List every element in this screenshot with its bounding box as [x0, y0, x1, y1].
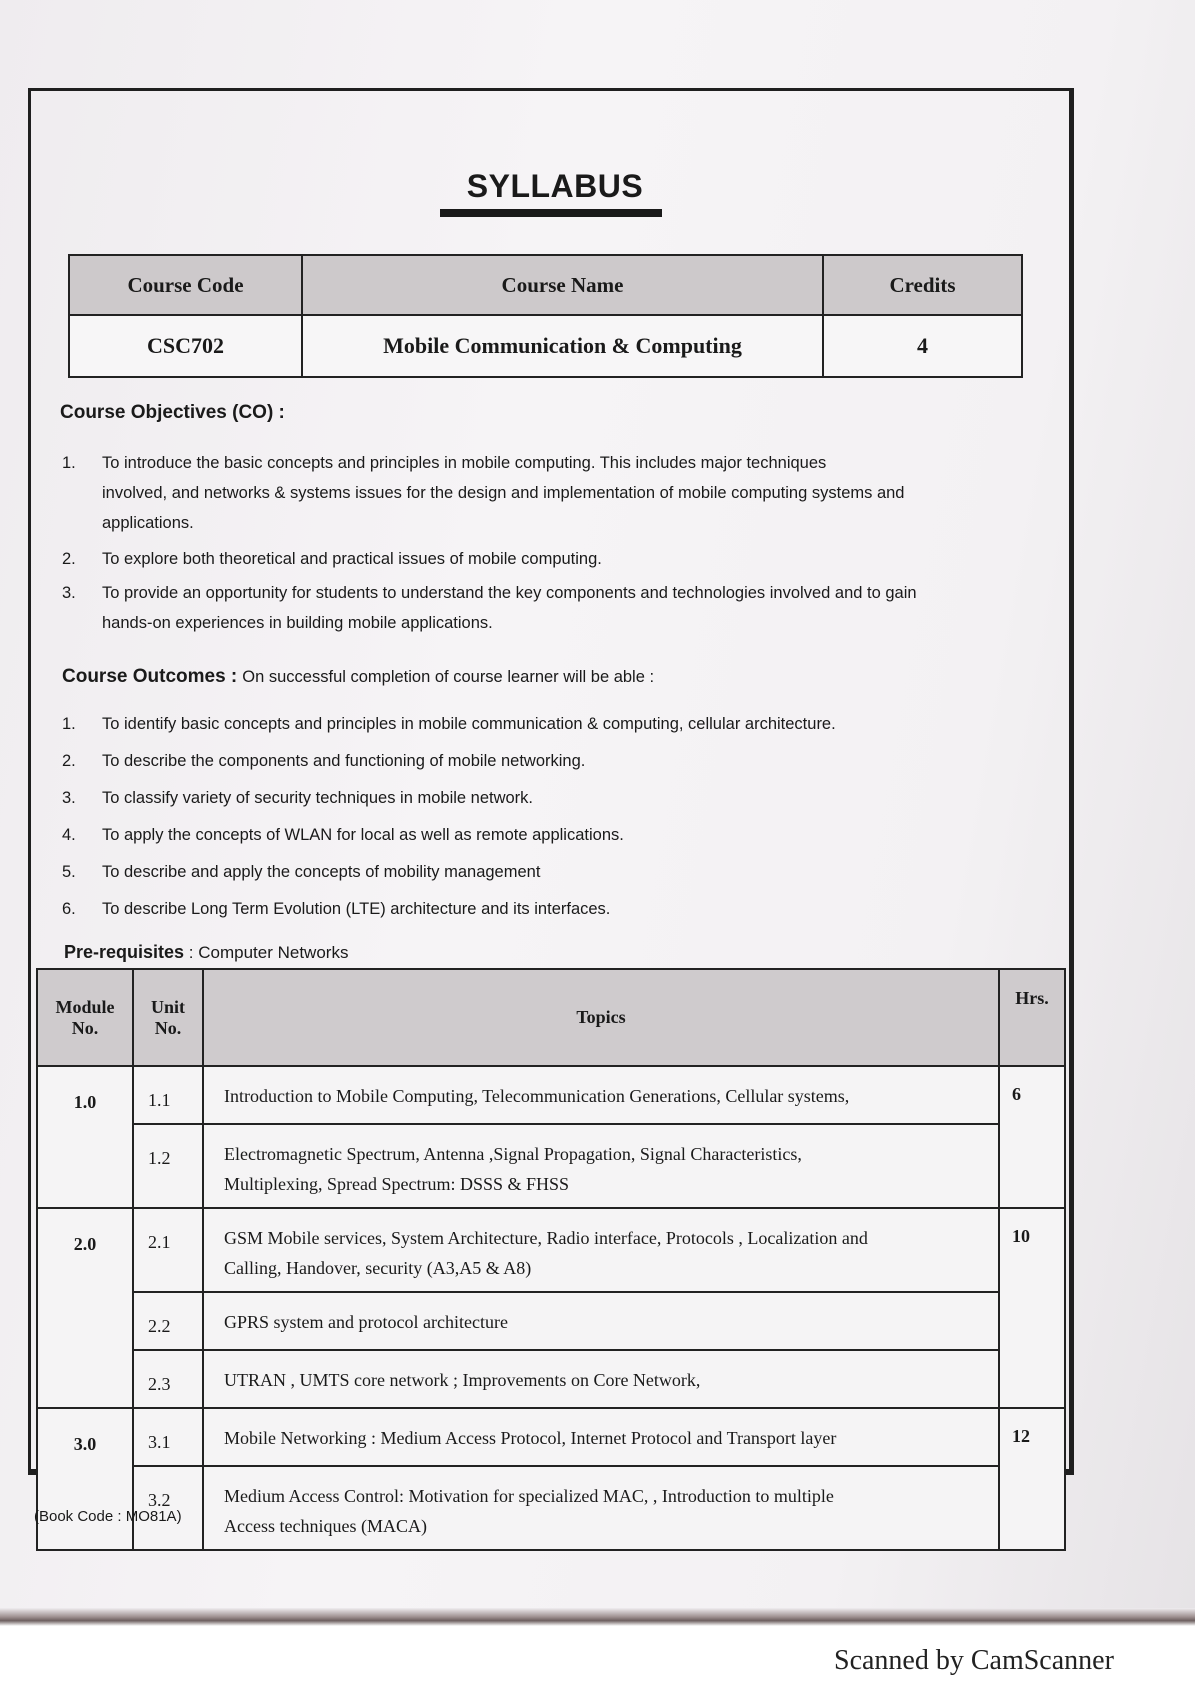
hrs-header: Hrs. — [999, 969, 1065, 1066]
objective-item: 2. To explore both theoretical and practical issues of mobile computing. — [62, 550, 602, 568]
module-no: 1.0 — [37, 1066, 133, 1208]
hours: 12 — [999, 1408, 1065, 1550]
objective-item: 3. To provide an opportunity for students to understand the key components and technologies involved and to gain hands-on experiences in building mobile applications. — [62, 584, 917, 632]
unit-no: 2.1 — [133, 1208, 203, 1292]
topic-cell: Electromagnetic Spectrum, Antenna ,Signal Propagation, Signal Characteristics, Multiplexing, Spread Spectrum: DSSS & FHSS — [203, 1124, 999, 1208]
unit-no: 2.3 — [133, 1350, 203, 1408]
title-underline — [440, 209, 662, 217]
module-no: 2.0 — [37, 1208, 133, 1408]
hours: 6 — [999, 1066, 1065, 1208]
topic-cell: UTRAN , UMTS core network ; Improvements on Core Network, — [203, 1350, 999, 1408]
unit-no: 2.2 — [133, 1292, 203, 1350]
topics-header-row — [37, 969, 1065, 1066]
outcome-item: 6. To describe Long Term Evolution (LTE) architecture and its interfaces. — [62, 900, 611, 918]
topics-header: Topics — [203, 969, 999, 1066]
outcomes-heading: Course Outcomes : On successful completion of course learner will be able : — [62, 666, 655, 687]
unit-no: 3.2 — [133, 1466, 203, 1550]
objectives-heading: Course Objectives (CO) : — [60, 402, 285, 423]
outcome-item: 3. To classify variety of security techniques in mobile network. — [62, 789, 534, 807]
course-code-header: Course Code — [69, 255, 302, 315]
unit-no: 3.1 — [133, 1408, 203, 1466]
module-no: 3.0 — [37, 1408, 133, 1550]
page-title: SYLLABUS — [466, 168, 644, 204]
outcomes-intro: On successful completion of course learner will be able : — [242, 668, 655, 686]
table-row — [37, 1208, 1065, 1292]
topics-table — [36, 968, 1066, 1551]
book-code: (Book Code : MO81A) — [34, 1508, 182, 1525]
course-credits: 4 — [823, 315, 1022, 377]
scanner-watermark: Scanned by CamScanner — [834, 1645, 1114, 1676]
outcome-item: 2. To describe the components and functioning of mobile networking. — [62, 752, 586, 770]
table-row — [37, 1350, 1065, 1408]
topic-cell: Mobile Networking : Medium Access Protocol, Internet Protocol and Transport layer — [203, 1408, 999, 1466]
prerequisites-value: : Computer Networks — [188, 943, 349, 962]
table-row — [37, 1292, 1065, 1350]
course-name-header: Course Name — [302, 255, 823, 315]
table-row — [37, 1066, 1065, 1124]
topic-cell: GPRS system and protocol architecture — [203, 1292, 999, 1350]
outcome-item: 1. To identify basic concepts and principles in mobile communication & computing, cellular architecture. — [62, 715, 836, 733]
unit-no-header: Unit No. — [133, 969, 203, 1066]
course-name: Mobile Communication & Computing — [302, 315, 823, 377]
hours: 10 — [999, 1208, 1065, 1408]
unit-no: 1.2 — [133, 1124, 203, 1208]
table-row — [37, 1466, 1065, 1550]
prerequisites: Pre-requisites : Computer Networks — [64, 942, 349, 962]
topic-cell: GSM Mobile services, System Architecture, Radio interface, Protocols , Localization and Calling, Handover, security (A3,A5 & A8) — [203, 1208, 999, 1292]
course-code: CSC702 — [69, 315, 302, 377]
outcome-item: 4. To apply the concepts of WLAN for local as well as remote applications. — [62, 826, 624, 844]
outcome-item: 5. To describe and apply the concepts of mobility management — [62, 863, 541, 881]
course-info-table — [68, 254, 1023, 378]
table-row — [37, 1124, 1065, 1208]
credits-header: Credits — [823, 255, 1022, 315]
objective-item: 1. To introduce the basic concepts and principles in mobile computing. This includes major techniques involved, and networks & systems issues for the design and implementation of mobile computing systems and applications. — [62, 454, 905, 532]
topic-cell: Medium Access Control: Motivation for specialized MAC, , Introduction to multiple Access techniques (MACA) — [203, 1466, 999, 1550]
unit-no: 1.1 — [133, 1066, 203, 1124]
table-row — [37, 1408, 1065, 1466]
module-no-header: Module No. — [37, 969, 133, 1066]
page-bottom-edge — [0, 1608, 1195, 1626]
objectives-list — [60, 448, 1050, 638]
topic-cell: Introduction to Mobile Computing, Telecommunication Generations, Cellular systems, — [203, 1066, 999, 1124]
outcomes-list — [60, 706, 1050, 928]
